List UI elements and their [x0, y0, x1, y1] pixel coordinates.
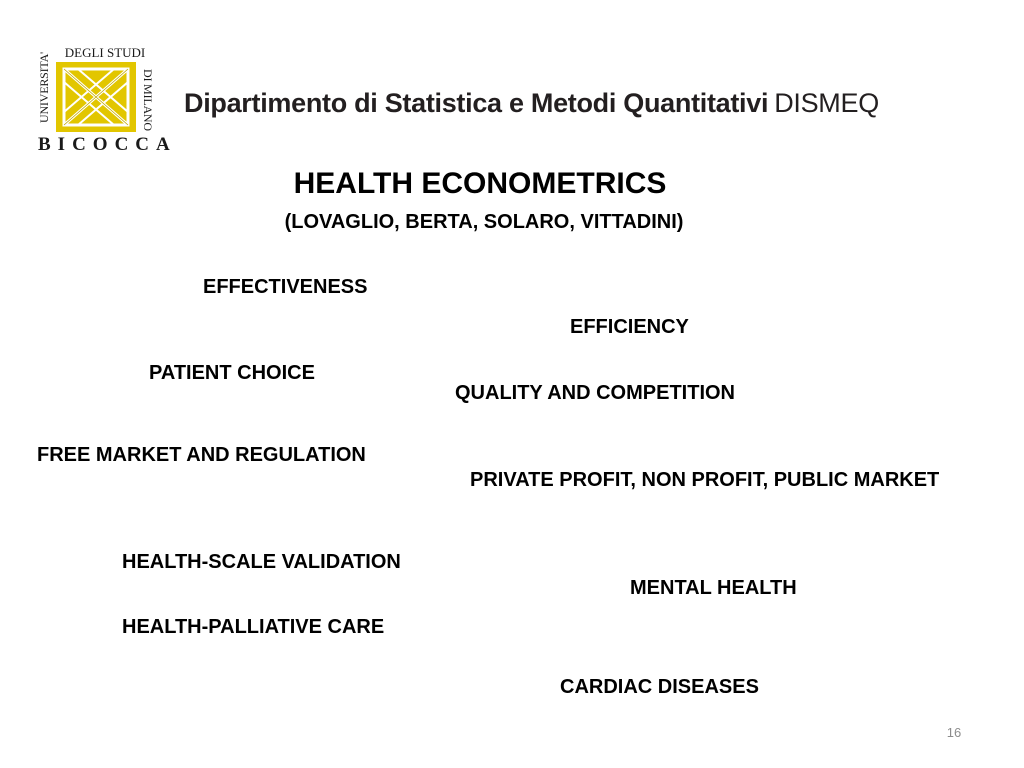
topic-effectiveness: EFFECTIVENESS [203, 276, 368, 298]
topic-private-profit: PRIVATE PROFIT, NON PROFIT, PUBLIC MARKET [470, 469, 940, 491]
bicocca-emblem-icon [56, 62, 136, 132]
topic-cardiac: CARDIAC DISEASES [560, 676, 759, 698]
topic-patient-choice: PATIENT CHOICE [149, 362, 315, 384]
logo-degli-studi-text: DEGLI STUDI [64, 45, 146, 60]
department-name: Dipartimento di Statistica e Metodi Quantitativi [184, 88, 769, 118]
university-logo [36, 44, 177, 156]
page-number: 16 [946, 725, 962, 740]
logo-bicocca-text: BICOCCA [38, 134, 177, 155]
topic-quality-competition: QUALITY AND COMPETITION [455, 382, 735, 404]
logo-di-milano-text: DI MILANO [141, 69, 155, 131]
slide-subtitle: (LOVAGLIO, BERTA, SOLARO, VITTADINI) [284, 211, 684, 233]
slide-title: HEALTH ECONOMETRICS [293, 167, 667, 200]
topic-health-scale: HEALTH-SCALE VALIDATION [122, 551, 401, 573]
topic-efficiency: EFFICIENCY [570, 316, 689, 338]
topic-free-market: FREE MARKET AND REGULATION [37, 444, 366, 466]
department-header [184, 86, 879, 120]
department-acronym: DISMEQ [774, 88, 879, 118]
topic-palliative-care: HEALTH-PALLIATIVE CARE [122, 616, 385, 638]
logo-universita-text: UNIVERSITA' [37, 52, 51, 124]
topic-mental-health: MENTAL HEALTH [630, 577, 797, 599]
